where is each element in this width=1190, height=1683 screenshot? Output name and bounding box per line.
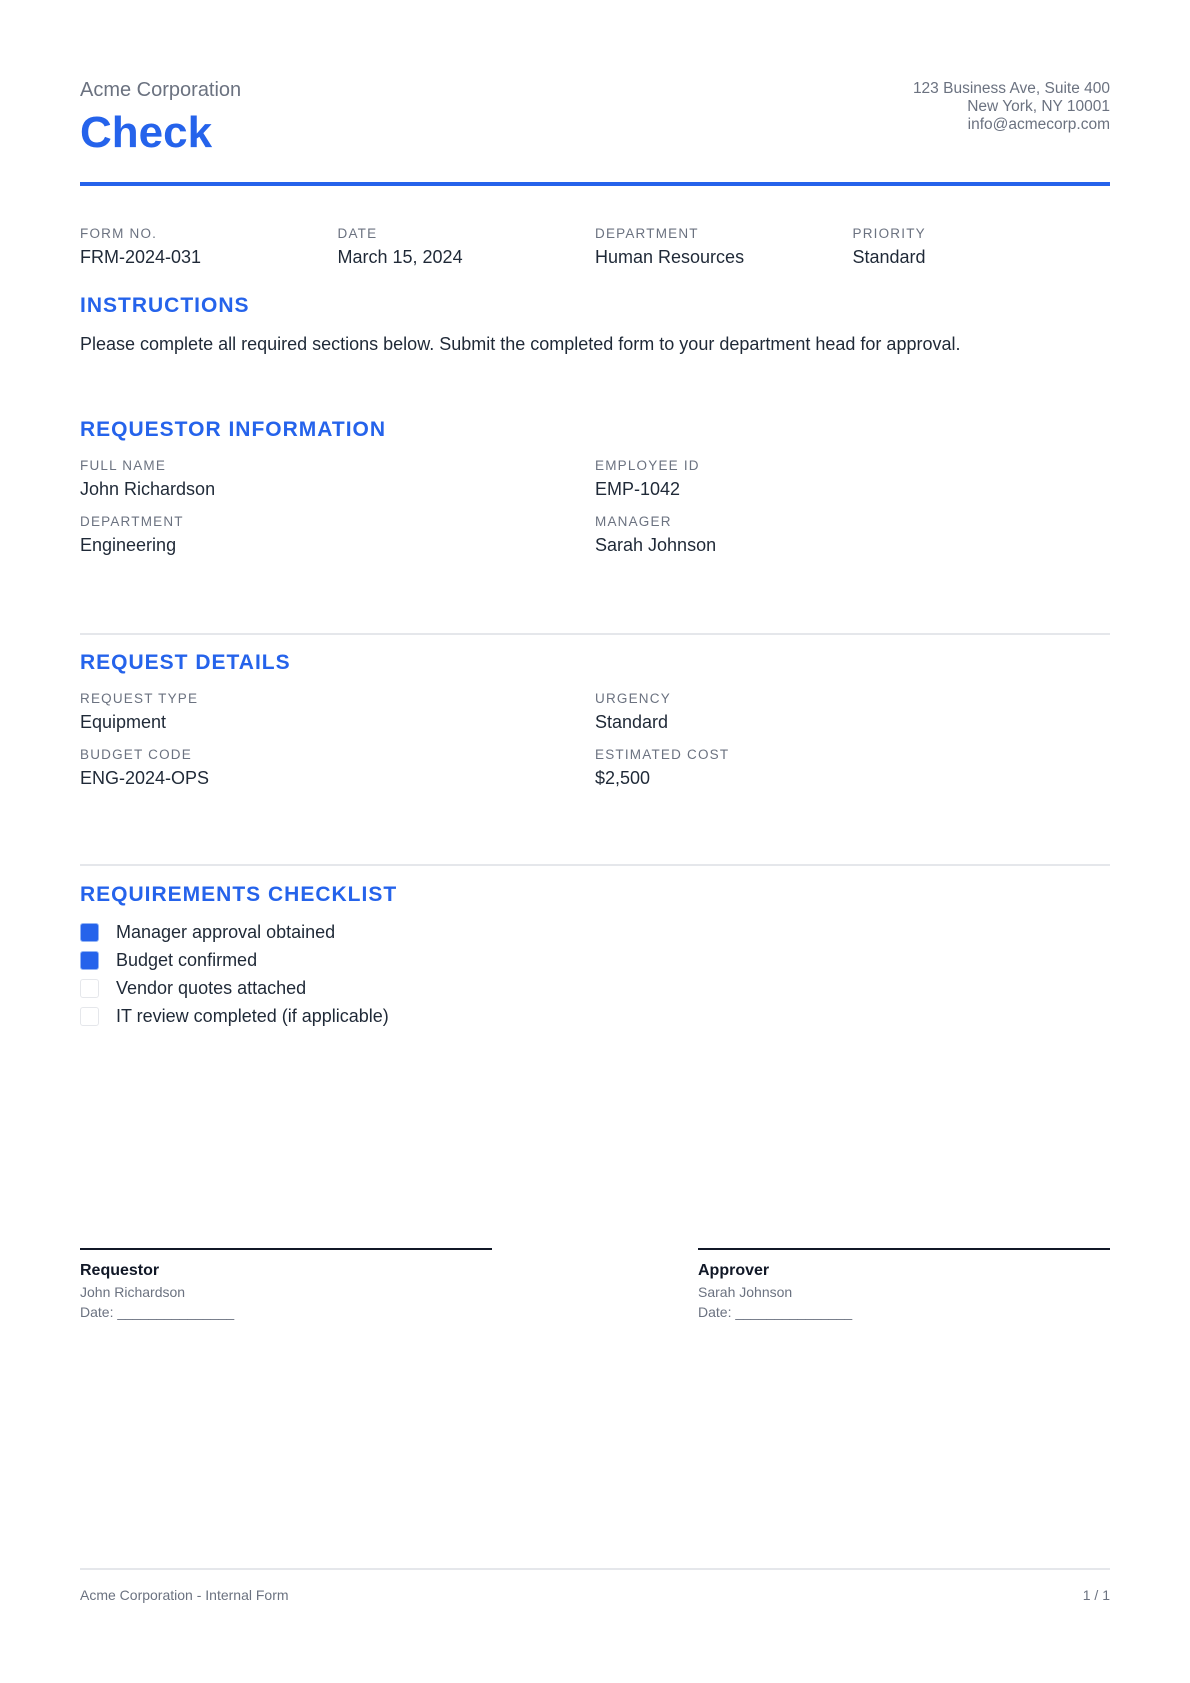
field-budget-code xyxy=(80,747,595,789)
meta-date xyxy=(338,226,596,268)
field-estimated-cost xyxy=(595,747,1110,789)
field-value: Standard xyxy=(595,712,669,732)
form-meta xyxy=(80,226,1110,268)
field-label: DEPARTMENT xyxy=(80,514,184,529)
signature-line xyxy=(80,1248,492,1250)
instructions-heading: INSTRUCTIONS xyxy=(80,294,250,317)
checkbox-checked[interactable] xyxy=(80,923,99,942)
field-value: Engineering xyxy=(80,535,177,555)
address-line: 123 Business Ave, Suite 400 xyxy=(912,80,1110,97)
field-full-name xyxy=(80,458,595,500)
field-value: ENG-2024-OPS xyxy=(80,768,210,788)
section-divider xyxy=(80,864,1110,866)
field-label: URGENCY xyxy=(595,691,671,706)
signature-date: Date: _______________ xyxy=(80,1304,235,1320)
signature-name: Sarah Johnson xyxy=(698,1284,793,1300)
checklist-item[interactable] xyxy=(80,922,335,943)
field-value: EMP-1042 xyxy=(595,479,681,499)
field-department xyxy=(80,514,595,556)
footer-divider xyxy=(80,1568,1110,1570)
meta-label: FORM NO. xyxy=(80,226,158,241)
meta-label: DATE xyxy=(337,226,378,241)
meta-form-no xyxy=(80,226,338,268)
field-label: REQUEST TYPE xyxy=(80,691,199,706)
signature-line xyxy=(698,1248,1110,1250)
section-divider xyxy=(80,633,1110,635)
meta-value: Standard xyxy=(852,247,926,267)
meta-label: DEPARTMENT xyxy=(595,226,699,241)
signature-role: Requestor xyxy=(80,1262,160,1279)
email: info@acmecorp.com xyxy=(967,116,1110,133)
meta-value: March 15, 2024 xyxy=(337,247,463,267)
field-value: Equipment xyxy=(80,712,167,732)
instructions-text: Please complete all required sections below. Submit the completed form to your department head for approval. xyxy=(80,334,961,354)
field-label: BUDGET CODE xyxy=(80,747,192,762)
checkbox-unchecked[interactable] xyxy=(80,979,99,998)
field-label: ESTIMATED COST xyxy=(595,747,730,762)
details-heading: REQUEST DETAILS xyxy=(80,651,291,674)
field-label: FULL NAME xyxy=(80,458,167,473)
header-rule xyxy=(80,182,1110,186)
field-manager xyxy=(595,514,1110,556)
field-value: John Richardson xyxy=(80,479,216,499)
field-label: EMPLOYEE ID xyxy=(595,458,700,473)
checklist-label: Manager approval obtained xyxy=(116,922,336,942)
details-fields xyxy=(80,691,1110,789)
field-urgency xyxy=(595,691,1110,733)
checklist-label: Budget confirmed xyxy=(116,950,258,970)
field-label: MANAGER xyxy=(595,514,672,529)
meta-label: PRIORITY xyxy=(852,226,926,241)
meta-value: Human Resources xyxy=(595,247,745,267)
field-request-type xyxy=(80,691,595,733)
field-value: $2,500 xyxy=(595,768,651,788)
meta-value: FRM-2024-031 xyxy=(80,247,202,267)
meta-department xyxy=(595,226,853,268)
field-employee-id xyxy=(595,458,1110,500)
meta-priority xyxy=(853,226,1111,268)
signature-role: Approver xyxy=(698,1262,770,1279)
page-number: 1 / 1 xyxy=(1082,1587,1110,1603)
signature-approver xyxy=(698,1248,1110,1320)
signature-requestor xyxy=(80,1248,492,1320)
page-title: Check xyxy=(80,108,213,157)
checklist-heading: REQUIREMENTS CHECKLIST xyxy=(80,883,398,906)
company-name: Acme Corporation xyxy=(80,79,242,101)
checklist-item[interactable] xyxy=(80,950,257,971)
requestor-heading: REQUESTOR INFORMATION xyxy=(80,418,387,441)
checkbox-checked[interactable] xyxy=(80,951,99,970)
requestor-fields xyxy=(80,458,1110,556)
checklist-label: Vendor quotes attached xyxy=(116,978,307,998)
checklist-item[interactable] xyxy=(80,978,306,999)
signature-date: Date: _______________ xyxy=(698,1304,853,1320)
field-value: Sarah Johnson xyxy=(595,535,717,555)
checkbox-unchecked[interactable] xyxy=(80,1007,99,1026)
company-address xyxy=(913,80,1110,134)
checklist-label: IT review completed (if applicable) xyxy=(116,1006,389,1026)
checklist-item[interactable] xyxy=(80,1006,389,1027)
address-line: New York, NY 10001 xyxy=(967,98,1110,115)
signature-name: John Richardson xyxy=(80,1284,186,1300)
footer-text: Acme Corporation - Internal Form xyxy=(80,1587,289,1603)
